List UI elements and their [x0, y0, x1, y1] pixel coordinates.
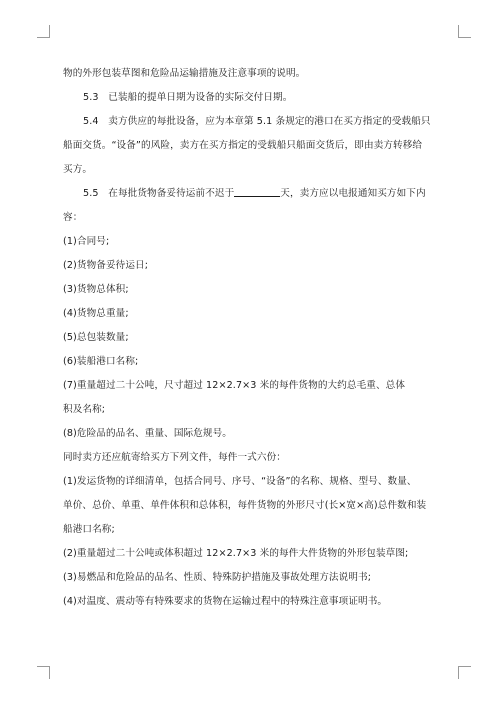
text-line: 买方。	[63, 164, 93, 175]
list-item: (3)易燃品和危险品的品名、性质、特殊防护措施及事故处理方法说明书;	[63, 572, 372, 583]
clause-5-5	[63, 182, 441, 206]
text-line: 船港口名称;	[63, 524, 115, 535]
clause-5-3: 5.3 已装船的提单日期为设备的实际交付日期。	[83, 92, 293, 103]
list-item: (2)重量超过二十公吨或体积超过 12×2.7×3 米的每件大件货物的外形包装草图;	[63, 548, 409, 559]
corner-mark-top-left	[37, 25, 50, 38]
text-line: 船面交货。“设备”的风险，卖方在买方指定的受载船只船面交货后，即由卖方转移给	[63, 140, 423, 151]
text-line: 容：	[63, 212, 83, 223]
text-line: 积及名称;	[63, 404, 106, 415]
list-item: (8)危险品的品名、重量、国际危规号。	[63, 428, 232, 439]
corner-mark-bottom-right	[458, 666, 471, 679]
list-item: (1)发运货物的详细清单，包括合同号、序号、“设备”的名称、规格、型号、数量、	[63, 476, 417, 487]
list-item: (3)货物总体积;	[63, 284, 129, 295]
clause-5-4: 5.4 卖方供应的每批设备，应为本章第 5.1 条规定的港口在买方指定的受载船只	[83, 116, 431, 127]
list-item: (5)总包装数量;	[63, 332, 129, 343]
list-item: (1)合同号;	[63, 236, 110, 247]
text-line: 同时卖方还应航寄给买方下列文件，每件一式六份：	[63, 452, 286, 463]
corner-mark-top-right	[458, 25, 471, 38]
text-line: 物的外形包装草图和危险品运输措施及注意事项的说明。	[63, 68, 306, 79]
text-line: 单价、总价、单重、单件体积和总体积，每件货物的外形尺寸(长×宽×高)总件数和装	[63, 500, 427, 511]
list-item: (7)重量超过二十公吨，尺寸超过 12×2.7×3 米的每件货物的大约总毛重、总体	[63, 380, 406, 391]
list-item: (6)装船港口名称;	[63, 356, 139, 367]
clause-5-5-text: 5.5 在每批货物备妥待运前不迟于	[83, 188, 235, 199]
list-item: (4)货物总重量;	[63, 308, 129, 319]
list-item: (4)对温度、震动等有特殊要求的货物在运输过程中的特殊注意事项证明书。	[63, 596, 388, 607]
clause-5-5-text-cont: 天，卖方应以电报通知买方如下内	[280, 188, 426, 199]
list-item: (2)货物备妥待运日;	[63, 260, 149, 271]
corner-mark-bottom-left	[37, 666, 50, 679]
fill-in-blank	[234, 185, 280, 197]
document-body	[63, 62, 441, 614]
